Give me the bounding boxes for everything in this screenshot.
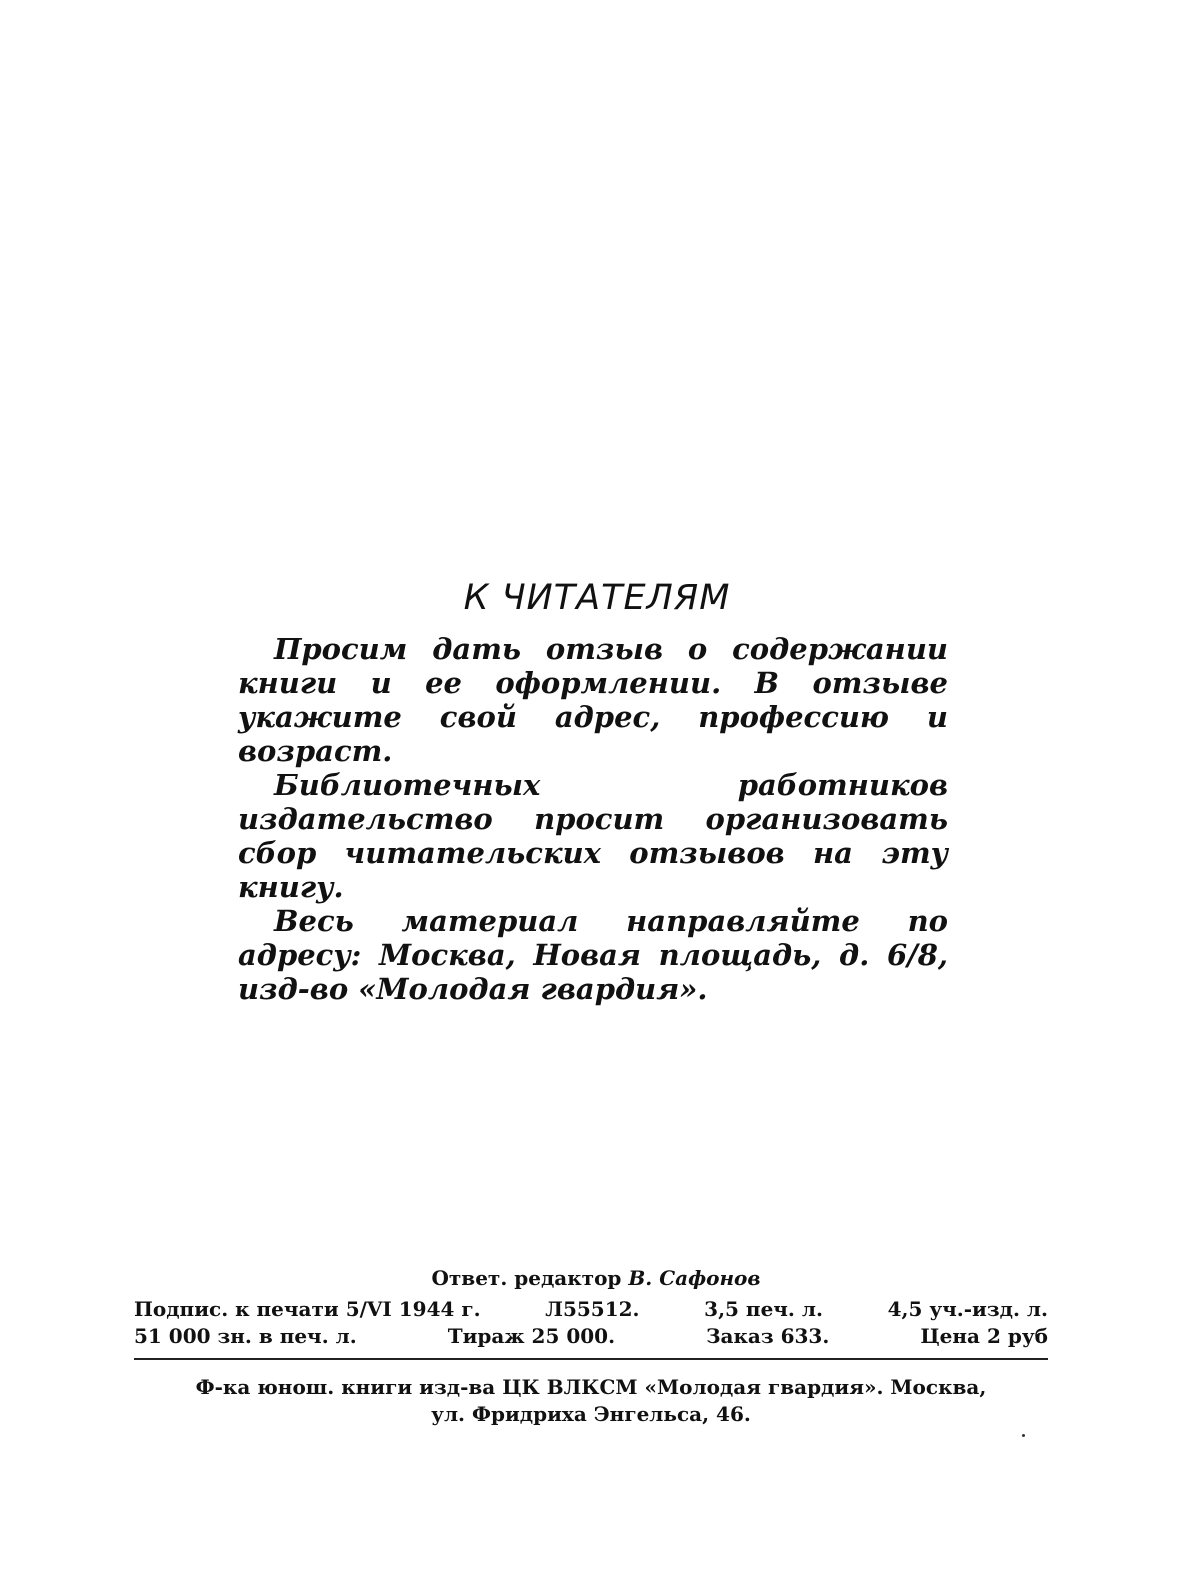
reader-note-paragraph: Весь материал направляйте по адресу: Москва, Новая площадь, д. 6/8, изд-во «Молодая гвардия».: [238, 904, 948, 1006]
editor-line: [134, 1266, 1048, 1290]
reader-note-body: [238, 632, 948, 1006]
print-details-row: [134, 1323, 1048, 1350]
factory-line: ул. Фридриха Энгельса, 46.: [431, 1402, 751, 1426]
print-details-row: [134, 1296, 1048, 1323]
factory-line: Ф-ка юнош. книги изд-ва ЦК ВЛКСМ «Молодая гвардия». Москва,: [195, 1375, 987, 1399]
reader-note-paragraph: Библиотечных работников издательство просит организовать сбор читательских отзывов на эту книгу.: [238, 768, 948, 904]
factory-address: [134, 1374, 1048, 1428]
characters-per-sheet: 51 000 зн. в печ. л.: [134, 1324, 357, 1348]
ink-speck: [1022, 1434, 1025, 1437]
order-number: Заказ 633.: [706, 1324, 830, 1348]
print-run: Тираж 25 000.: [447, 1324, 616, 1348]
imprint-divider: [134, 1358, 1048, 1360]
editor-name: В. Сафонов: [628, 1266, 761, 1290]
signed-to-print: Подпис. к печати 5/VI 1944 г.: [134, 1297, 481, 1321]
printed-sheets: 3,5 печ. л.: [704, 1297, 823, 1321]
publisher-sheets: 4,5 уч.-изд. л.: [887, 1297, 1048, 1321]
reader-note-paragraph: Просим дать отзыв о содержании книги и ее оформлении. В отзыве укажите свой адрес, профессию и возраст.: [238, 632, 948, 768]
reader-note-title: К ЧИТАТЕЛЯМ: [463, 578, 731, 618]
price: Цена 2 руб: [920, 1324, 1048, 1348]
license-number: Л55512.: [545, 1297, 640, 1321]
reader-note: [238, 578, 948, 1006]
editor-label: Ответ. редактор: [431, 1266, 622, 1290]
imprint: [134, 1266, 1048, 1428]
